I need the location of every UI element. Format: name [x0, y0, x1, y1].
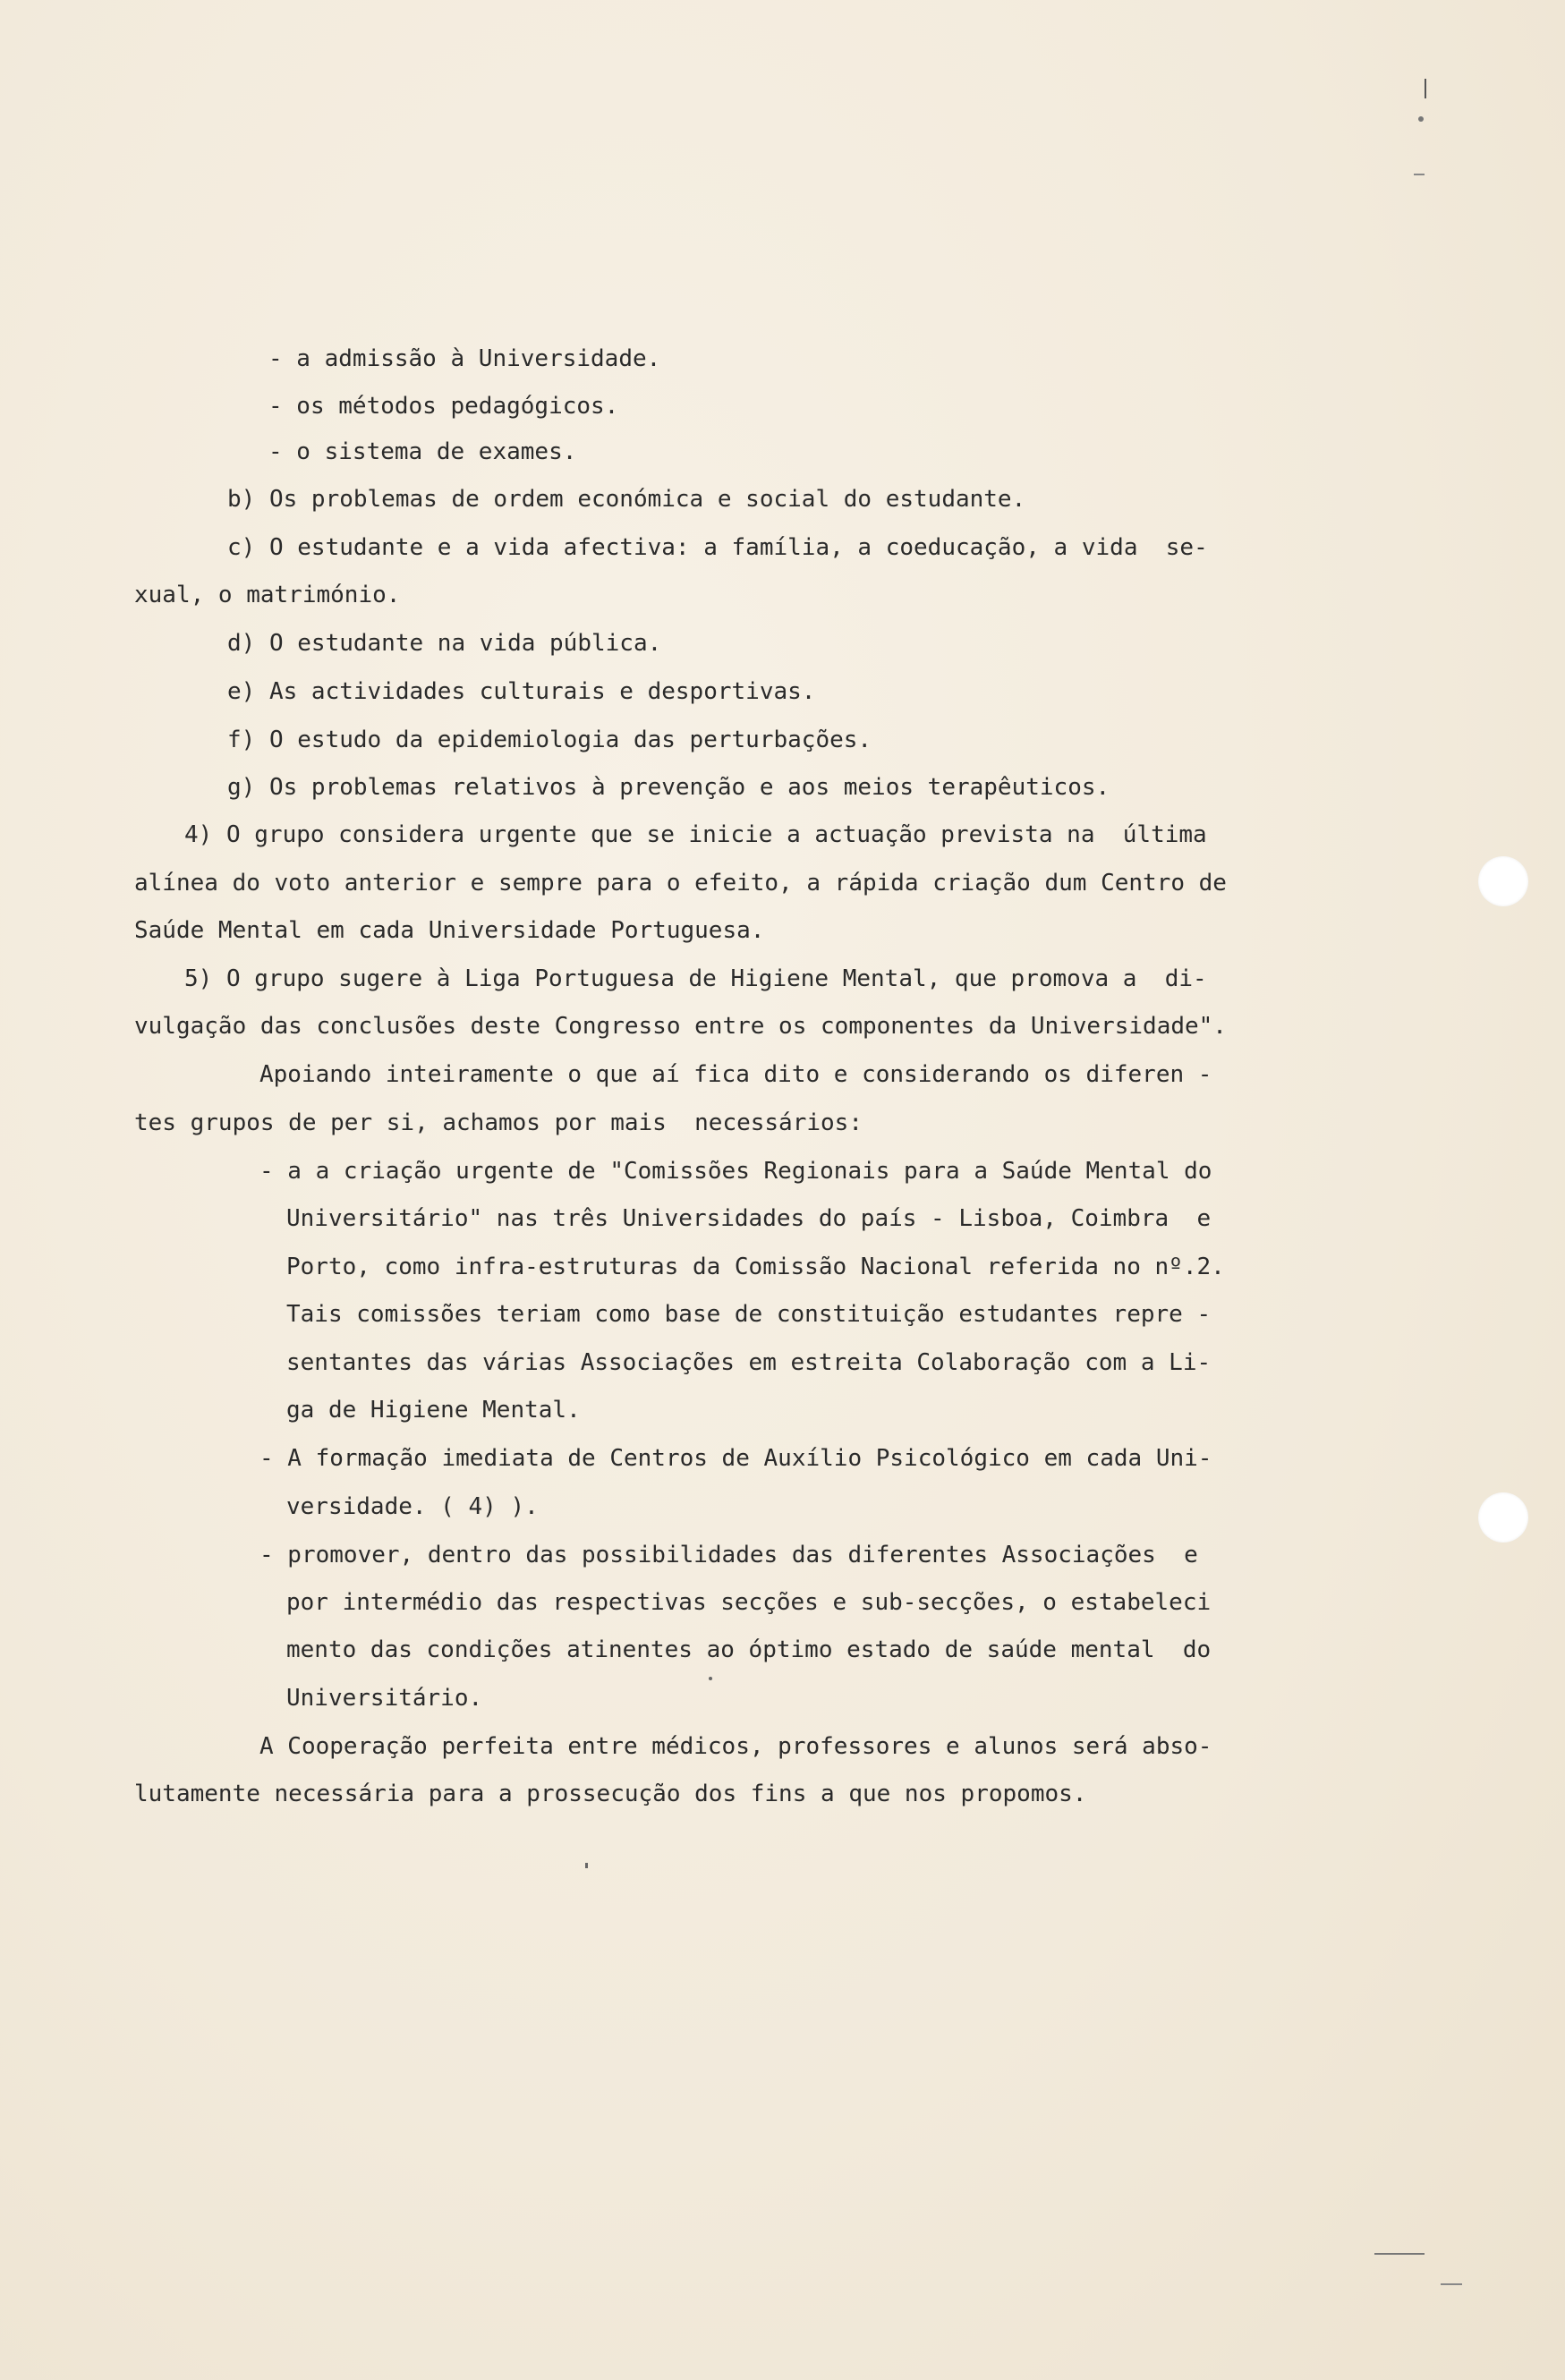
- text-line: por intermédio das respectivas secções e sub-secções, o estabeleci: [286, 1589, 1212, 1616]
- text-line: 5) O grupo sugere à Liga Portuguesa de Higiene Mental, que promova a di-: [184, 965, 1207, 992]
- punch-hole: [1478, 856, 1528, 906]
- text-line: - a admissão à Universidade.: [268, 345, 661, 372]
- text-line: Saúde Mental em cada Universidade Portuguesa.: [134, 917, 765, 944]
- text-line: Tais comissões teriam como base de constituição estudantes repre -: [286, 1301, 1212, 1328]
- text-line: - a a criação urgente de "Comissões Regionais para a Saúde Mental do: [259, 1158, 1212, 1185]
- text-line: versidade. ( 4) ).: [286, 1493, 539, 1520]
- ink-mark: [1418, 116, 1424, 122]
- text-line: xual, o matrimónio.: [134, 582, 401, 608]
- ink-mark: [1441, 2283, 1462, 2285]
- text-line: f) O estudo da epidemiologia das perturbações.: [227, 727, 872, 753]
- ink-mark: [1414, 174, 1425, 175]
- text-line: Universitário.: [286, 1685, 483, 1712]
- text-line: alínea do voto anterior e sempre para o efeito, a rápida criação dum Centro de: [134, 870, 1227, 897]
- text-line: Porto, como infra-estruturas da Comissão Nacional referida no nº.2.: [286, 1254, 1225, 1280]
- ink-mark: [1374, 2253, 1425, 2255]
- text-line: - promover, dentro das possibilidades das diferentes Associações e: [259, 1542, 1198, 1568]
- text-line: Apoiando inteiramente o que aí fica dito e considerando os diferen -: [259, 1061, 1212, 1088]
- text-line: - o sistema de exames.: [268, 438, 577, 465]
- text-line: - os métodos pedagógicos.: [268, 393, 619, 420]
- text-line: g) Os problemas relativos à prevenção e aos meios terapêuticos.: [227, 774, 1110, 801]
- text-line: e) As actividades culturais e desportivas.: [227, 678, 816, 705]
- text-line: vulgação das conclusões deste Congresso entre os componentes da Universidade".: [134, 1013, 1227, 1040]
- ink-mark: [585, 1863, 588, 1868]
- ink-mark: [1425, 79, 1426, 98]
- text-line: sentantes das várias Associações em estreita Colaboração com a Li-: [286, 1349, 1212, 1376]
- text-line: A Cooperação perfeita entre médicos, professores e alunos será abso-: [259, 1733, 1212, 1760]
- text-line: d) O estudante na vida pública.: [227, 630, 662, 657]
- text-line: lutamente necessária para a prossecução dos fins a que nos propomos.: [134, 1781, 1087, 1807]
- text-line: Universitário" nas três Universidades do país - Lisboa, Coimbra e: [286, 1205, 1212, 1232]
- text-line: ga de Higiene Mental.: [286, 1397, 581, 1424]
- ink-mark: [709, 1677, 712, 1680]
- punch-hole: [1478, 1492, 1528, 1543]
- text-line: c) O estudante e a vida afectiva: a família, a coeducação, a vida se-: [227, 534, 1208, 561]
- text-line: 4) O grupo considera urgente que se inicie a actuação prevista na última: [184, 821, 1207, 848]
- text-line: - A formação imediata de Centros de Auxílio Psicológico em cada Uni-: [259, 1445, 1212, 1472]
- text-line: b) Os problemas de ordem económica e social do estudante.: [227, 486, 1026, 513]
- text-line: mento das condições atinentes ao óptimo estado de saúde mental do: [286, 1636, 1212, 1663]
- text-line: tes grupos de per si, achamos por mais necessários:: [134, 1109, 863, 1136]
